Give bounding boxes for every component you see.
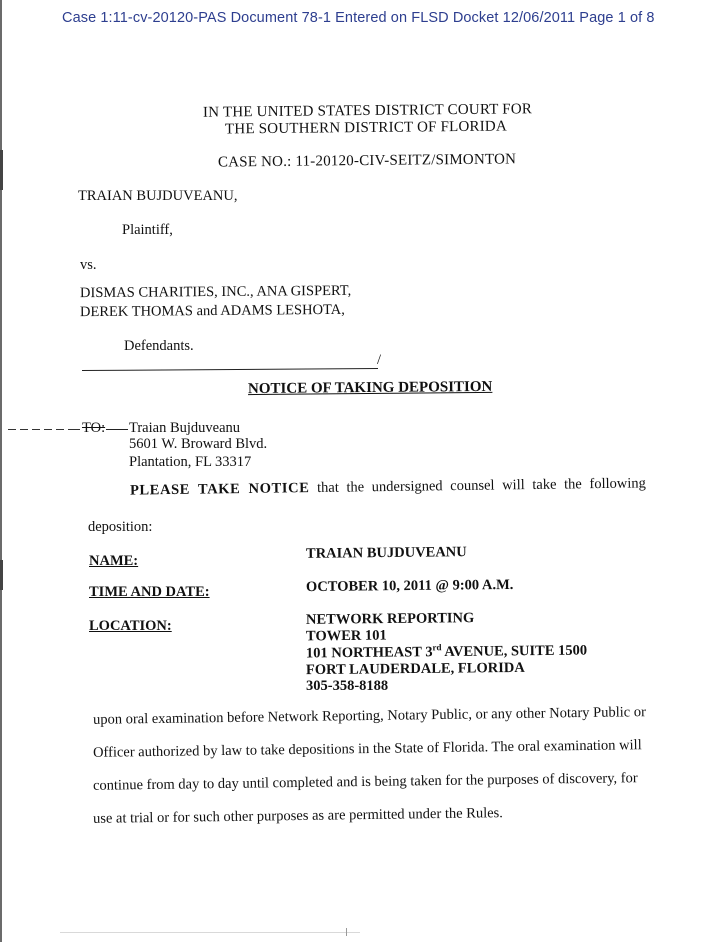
notice-title: NOTICE OF TAKING DEPOSITION xyxy=(247,378,493,398)
closing-line2: Officer authorized by law to take depositions in the State of Florida. The oral examination will xyxy=(92,737,642,761)
scan-edge-mark xyxy=(0,560,3,590)
versus: vs. xyxy=(80,257,97,273)
location-line4: FORT LAUDERDALE, FLORIDA xyxy=(305,659,525,679)
scan-dash xyxy=(20,429,28,430)
notice-intro-bold: PLEASE TAKE NOTICE xyxy=(129,480,310,499)
defendants-line1: DISMAS CHARITIES, INC., ANA GISPERT, xyxy=(79,282,352,302)
closing-line4: use at trial or for such other purposes as are permitted under the Rules. xyxy=(92,805,503,827)
notice-intro xyxy=(130,475,646,499)
plaintiff-role: Plaintiff, xyxy=(122,222,173,238)
to-strike-rule xyxy=(106,429,128,430)
scan-artifact xyxy=(346,928,347,936)
name-value: TRAIAN BUJDUVEANU xyxy=(305,544,467,562)
location-line3 xyxy=(306,643,587,663)
location-line1: NETWORK REPORTING xyxy=(305,610,475,628)
location-line5: 305-358-8188 xyxy=(306,678,389,694)
scan-artifact xyxy=(60,932,360,933)
closing-line3: continue from day to day until completed and is being taken for the purposes of discovery, for xyxy=(92,770,638,794)
scan-dash xyxy=(8,429,16,430)
time-value: OCTOBER 10, 2011 @ 9:00 A.M. xyxy=(305,576,514,596)
location-line3-sup: rd xyxy=(432,642,442,653)
scan-dash xyxy=(44,429,52,430)
location-label: LOCATION: xyxy=(89,618,172,634)
caption-slash: / xyxy=(377,352,382,368)
scan-dash xyxy=(32,429,40,430)
scan-edge-mark xyxy=(0,150,3,190)
scan-dash xyxy=(56,429,64,430)
defendants-line2: DEREK THOMAS and ADAMS LESHOTA, xyxy=(79,301,345,321)
closing-line1: upon oral examination before Network Reporting, Notary Public, or any other Notary Public or xyxy=(92,704,646,728)
court-name-line1: IN THE UNITED STATES DISTRICT COURT FOR xyxy=(202,101,533,121)
recipient-address2: Plantation, FL 33317 xyxy=(129,454,252,470)
notice-intro-line2: deposition: xyxy=(88,519,153,535)
recipient-name: Traian Bujduveanu xyxy=(129,420,241,436)
scan-edge xyxy=(0,0,2,942)
to-label: TO: xyxy=(82,420,106,436)
location-line2: TOWER 101 xyxy=(305,627,387,645)
time-label: TIME AND DATE: xyxy=(89,584,210,600)
plaintiff-name: TRAIAN BUJDUVEANU, xyxy=(78,188,238,204)
name-label: NAME: xyxy=(89,553,139,569)
location-line3-a: 101 NORTHEAST 3 xyxy=(305,644,433,662)
defendants-role: Defendants. xyxy=(124,338,194,354)
recipient-address1: 5601 W. Broward Blvd. xyxy=(129,436,268,452)
caption-rule xyxy=(82,368,378,371)
case-number: CASE NO.: 11-20120-CIV-SEITZ/SIMONTON xyxy=(217,151,517,171)
scan-dash xyxy=(68,429,80,430)
docket-header: Case 1:11-cv-20120-PAS Document 78-1 Entered on FLSD Docket 12/06/2011 Page 1 of 8 xyxy=(62,10,655,26)
court-name-line2: THE SOUTHERN DISTRICT OF FLORIDA xyxy=(224,118,508,138)
location-line3-b: AVENUE, SUITE 1500 xyxy=(441,642,588,661)
notice-intro-rest: that the undersigned counsel will take the following xyxy=(316,475,646,496)
